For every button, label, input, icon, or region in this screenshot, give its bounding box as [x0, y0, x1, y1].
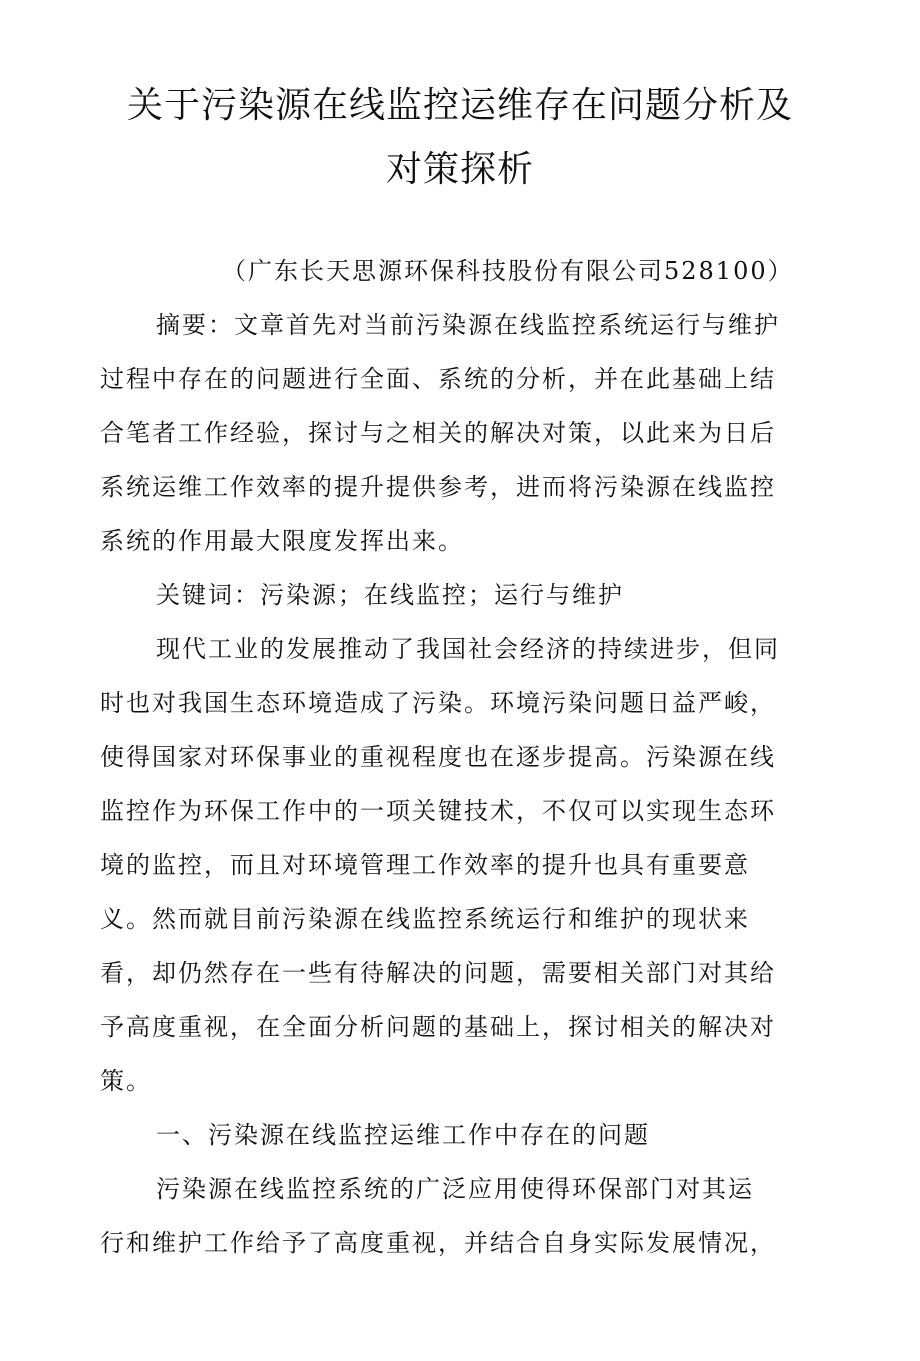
abstract-line-5: 系统的作用最大限度发挥出来。: [100, 527, 464, 555]
intro-line-3: 使得国家对环保事业的重视程度也在逐步提高。污染源在线: [100, 743, 776, 771]
intro-line-7: 看，却仍然存在一些有待解决的问题，需要相关部门对其给: [100, 959, 776, 987]
title-line-1: 关于污染源在线监控运维存在问题分析及: [126, 85, 793, 126]
section-1-line-1: 污染源在线监控系统的广泛应用使得环保部门对其运: [156, 1175, 754, 1203]
intro-line-1: 现代工业的发展推动了我国社会经济的持续进步，但同: [156, 635, 780, 663]
intro-line-4: 监控作为环保工作中的一项关键技术，不仅可以实现生态环: [100, 797, 776, 825]
section-1-heading: 一、污染源在线监控运维工作中存在的问题: [156, 1121, 650, 1149]
intro-line-2: 时也对我国生态环境造成了污染。环境污染问题日益严峻，: [100, 689, 776, 717]
intro-line-5: 境的监控，而且对环境管理工作效率的提升也具有重要意: [100, 851, 750, 879]
section-1-line-2: 行和维护工作给予了高度重视，并结合自身实际发展情况，: [100, 1229, 776, 1257]
title-line-2: 对策探析: [385, 149, 534, 190]
intro-line-9: 策。: [100, 1067, 152, 1095]
abstract-line-2: 过程中存在的问题进行全面、系统的分析，并在此基础上结: [100, 365, 776, 393]
abstract-line-3: 合笔者工作经验，探讨与之相关的解决对策，以此来为日后: [100, 419, 776, 447]
intro-line-8: 予高度重视，在全面分析问题的基础上，探讨相关的解决对: [100, 1013, 776, 1041]
keywords: 关键词：污染源；在线监控；运行与维护: [156, 581, 624, 609]
affiliation: （广东长天思源环保科技股份有限公司528100）: [222, 257, 794, 285]
intro-line-6: 义。然而就目前污染源在线监控系统运行和维护的现状来: [100, 905, 750, 933]
abstract-line-1: 摘要：文章首先对当前污染源在线监控系统运行与维护: [156, 311, 780, 339]
abstract-line-4: 系统运维工作效率的提升提供参考，进而将污染源在线监控: [100, 473, 776, 501]
